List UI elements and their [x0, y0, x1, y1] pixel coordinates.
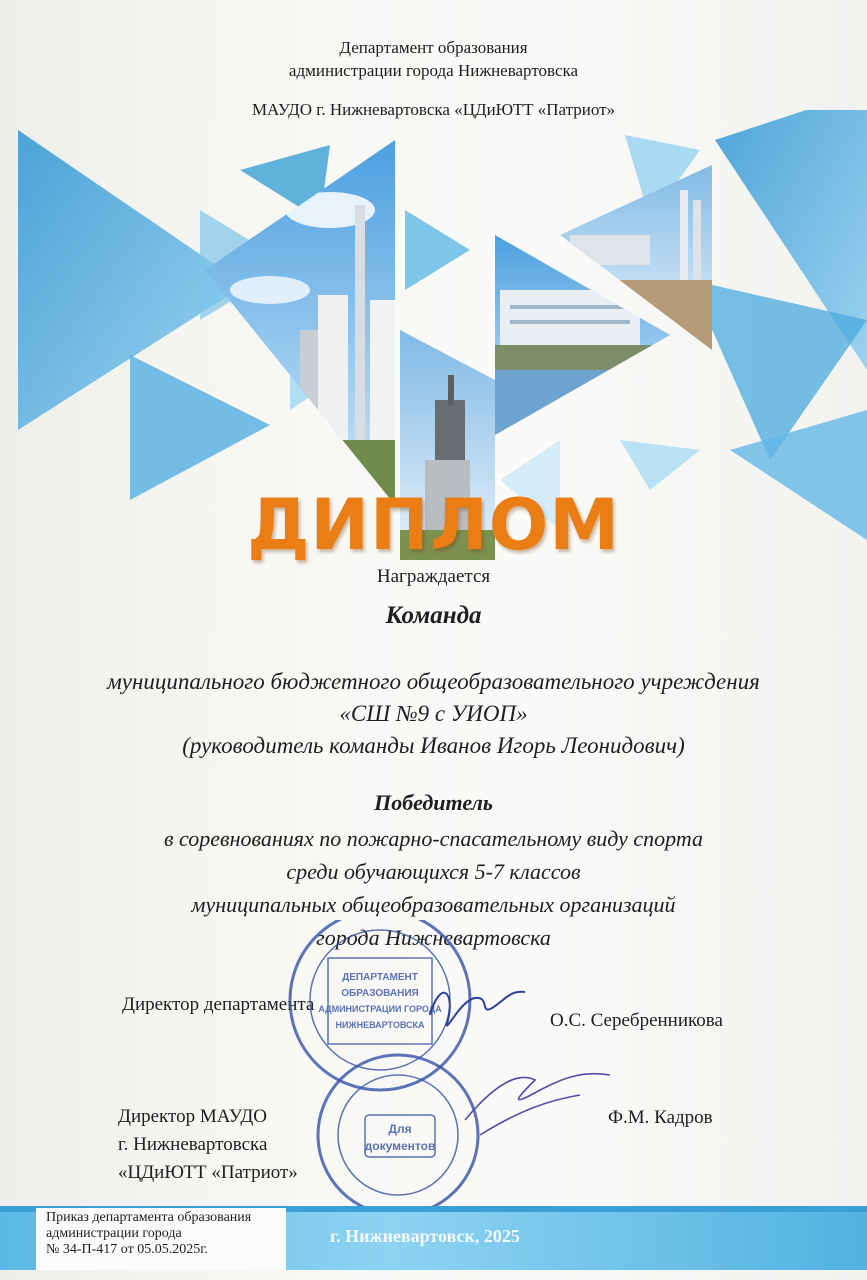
achievement-line: в соревнованиях по пожарно-спасательному виду спорта	[164, 826, 703, 851]
order-reference	[36, 1208, 286, 1270]
department-line-1: Департамент образования	[339, 38, 528, 57]
awarded-label: Награждается	[376, 566, 491, 587]
recipient-details	[0, 666, 867, 762]
signature-2-title-line: г. Нижневартовска	[118, 1134, 268, 1155]
patriot-stamp	[318, 1055, 478, 1215]
order-line: № 34-П-417 от 05.05.2025г.	[46, 1242, 208, 1257]
banner-triangle	[620, 440, 700, 490]
achievement-line: города Нижневартовска	[316, 925, 551, 950]
signature-2-title-line: «ЦДиЮТТ «Патриот»	[118, 1162, 298, 1183]
department-header	[0, 36, 867, 82]
signature-1-name: О.С. Серебренникова	[550, 1010, 723, 1031]
order-line: администрации города	[46, 1226, 182, 1241]
diploma-title: ДИПЛОМ	[247, 484, 620, 566]
city-year: г. Нижневартовск, 2025	[330, 1226, 520, 1246]
signature-1-scribble	[430, 992, 525, 1026]
signature-1-title: Директор департамента	[122, 994, 315, 1015]
recipient-detail-line: муниципального бюджетного общеобразовательного учреждения	[107, 669, 760, 694]
banner-triangle	[130, 355, 270, 500]
banner-triangle	[405, 210, 470, 290]
signature-2-name: Ф.М. Кадров	[608, 1107, 713, 1128]
signature-2-title-line: Директор МАУДО	[118, 1106, 268, 1127]
recipient-name: Команда	[385, 602, 482, 629]
recipient-detail-line: «СШ №9 с УИОП»	[339, 701, 528, 726]
stamp-text: Для	[388, 1122, 412, 1136]
organization-header: МАУДО г. Нижневартовска «ЦДиЮТТ «Патриот»	[251, 100, 616, 119]
signature-2-scribble	[465, 1074, 610, 1135]
stamp-text: ДЕПАРТАМЕНТ	[342, 972, 418, 983]
achievement-title: Победитель	[374, 790, 493, 815]
order-line: Приказ департамента образования	[46, 1210, 252, 1225]
stamp-text: ОБРАЗОВАНИЯ	[341, 988, 419, 999]
achievement-line: муниципальных общеобразовательных организаций	[191, 892, 676, 917]
signature-2-title	[118, 1103, 298, 1187]
stamps-and-signatures	[280, 920, 640, 1230]
stamp-text: НИЖНЕВАРТОВСКА	[335, 1020, 425, 1030]
department-stamp	[290, 920, 470, 1090]
stamp-text: АДМИНИСТРАЦИИ ГОРОДА	[318, 1004, 442, 1014]
stamp-text: документов	[364, 1139, 436, 1153]
recipient-detail-line: (руководитель команды Иванов Игорь Леонидович)	[182, 733, 685, 758]
achievement-line: среди обучающихся 5-7 классов	[286, 859, 581, 884]
department-line-2: администрации города Нижневартовска	[288, 61, 579, 80]
